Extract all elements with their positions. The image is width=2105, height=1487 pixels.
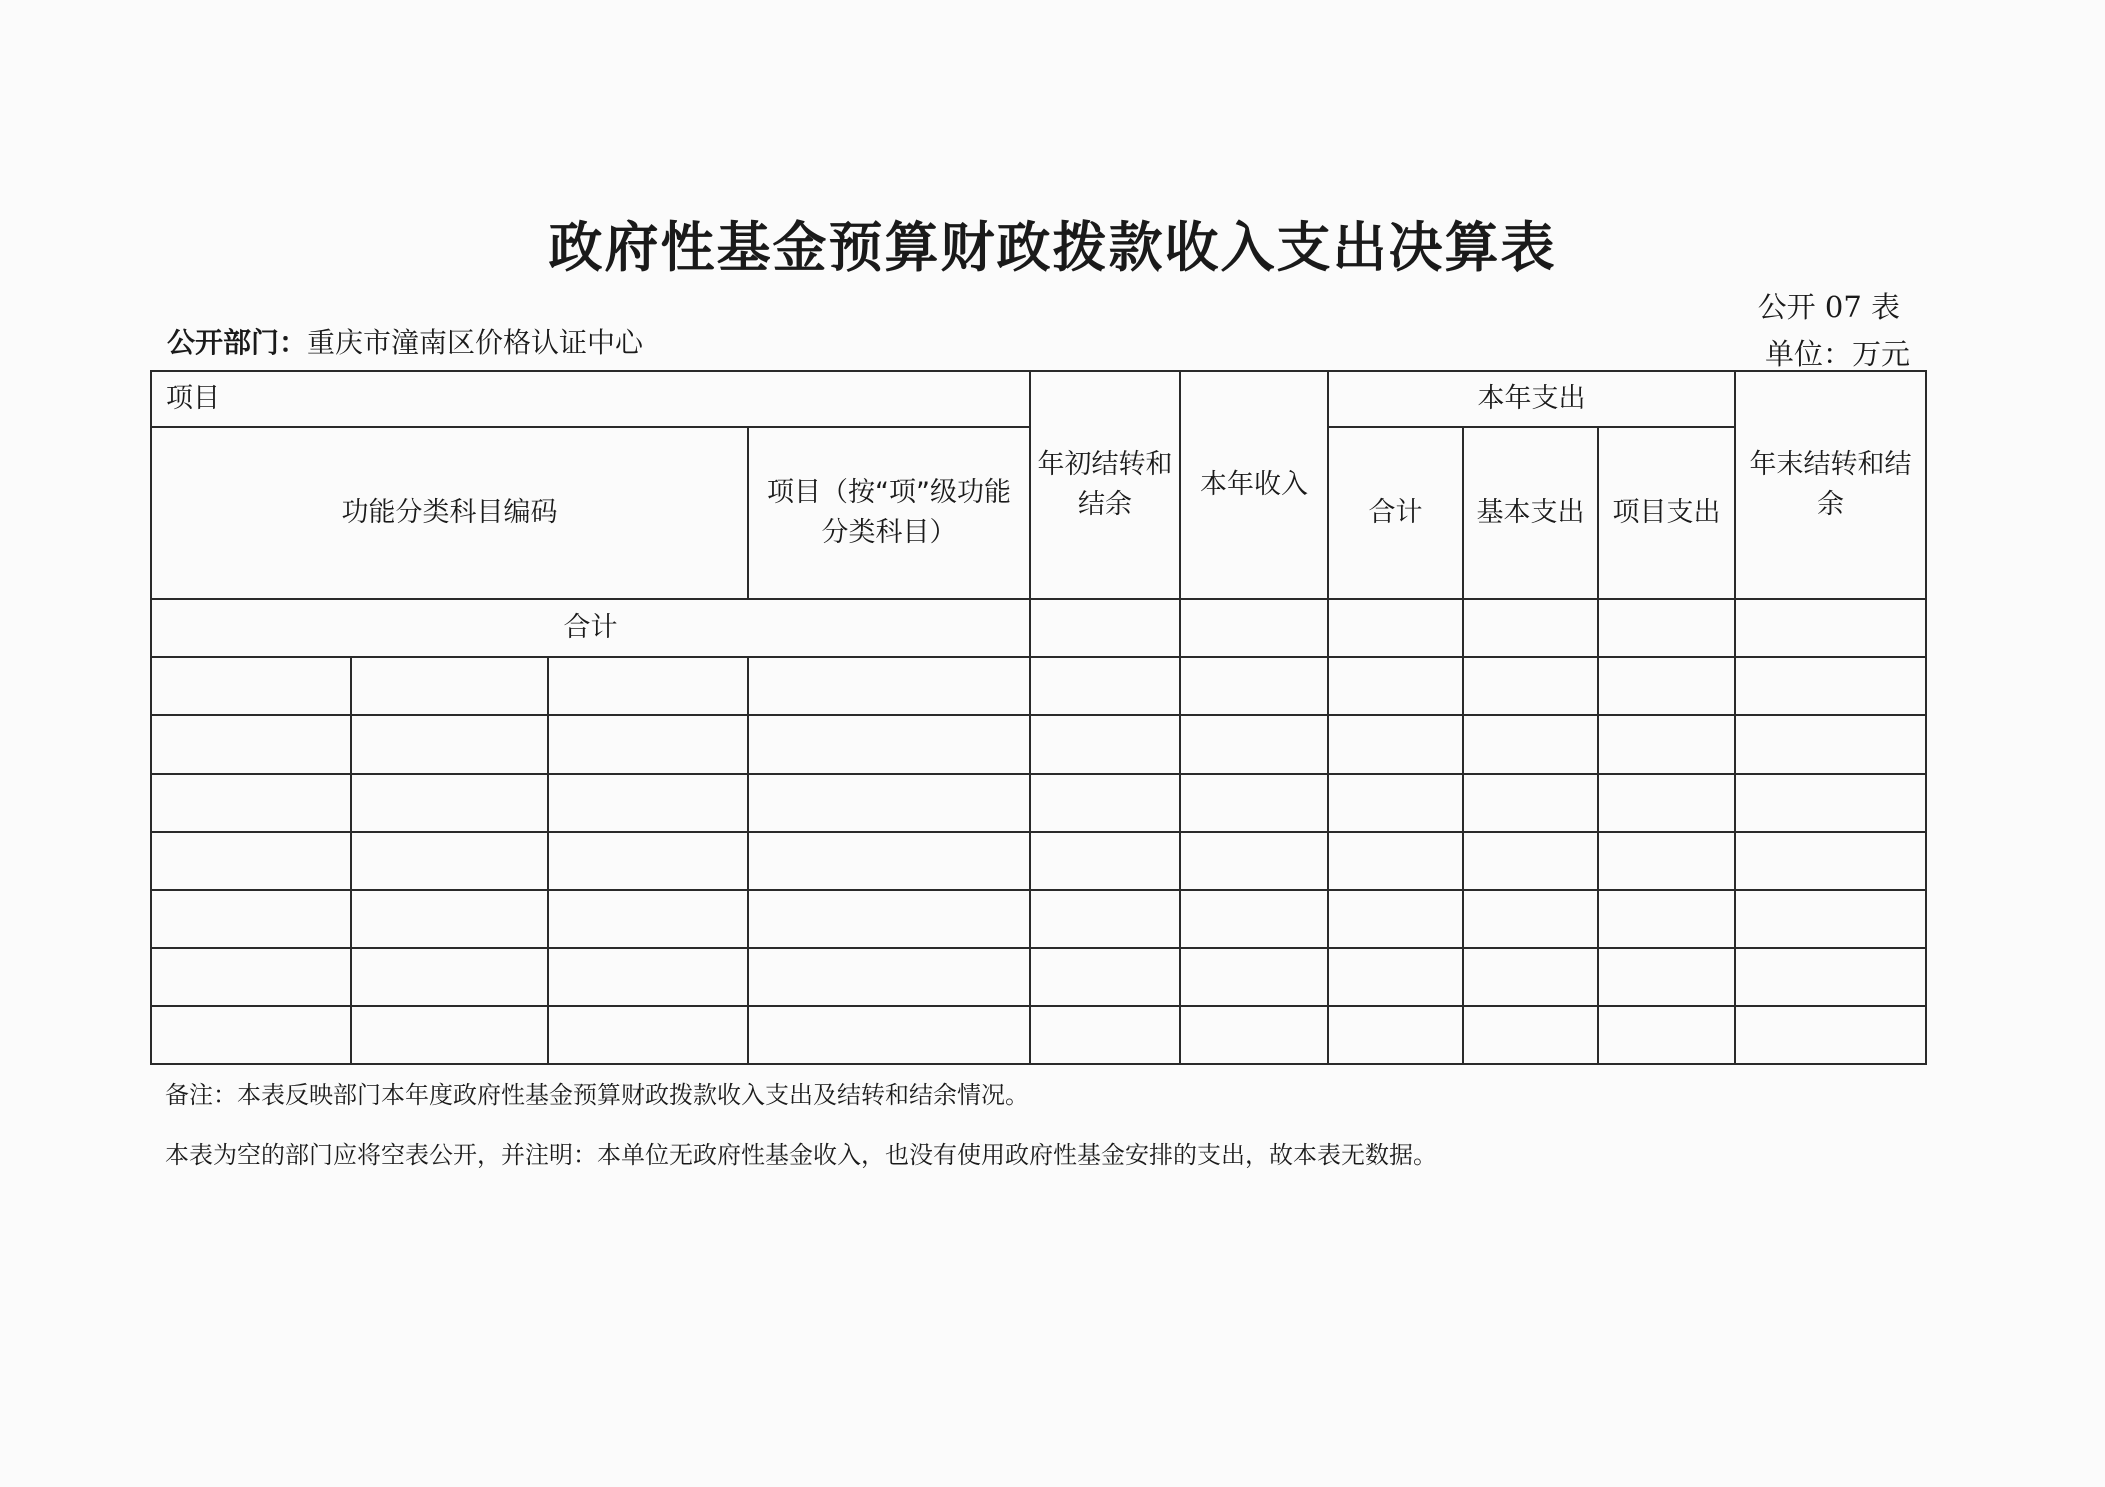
table-cell <box>1598 774 1735 832</box>
table-cell <box>1735 948 1926 1006</box>
department-label: 公开部门： <box>167 326 308 359</box>
unit-label: 单位：万元 <box>1764 337 1910 371</box>
page-title: 政府性基金预算财政拨款收入支出决算表 <box>548 215 1557 279</box>
table-cell <box>1180 715 1328 773</box>
income-header: 本年收入 <box>1180 371 1328 599</box>
expense-total-header: 合计 <box>1328 427 1463 599</box>
table-row <box>151 657 1926 715</box>
table-cell <box>748 832 1030 890</box>
table-cell <box>351 890 548 948</box>
table-cell <box>1463 715 1598 773</box>
table-cell <box>1328 1006 1463 1064</box>
table-cell <box>351 715 548 773</box>
table-cell <box>1328 599 1463 657</box>
table-cell <box>1598 890 1735 948</box>
table-row <box>151 774 1926 832</box>
table-cell <box>1030 774 1180 832</box>
table-cell <box>351 832 548 890</box>
table-cell <box>748 1006 1030 1064</box>
table-cell <box>1735 715 1926 773</box>
table-cell <box>1463 948 1598 1006</box>
department-value: 重庆市潼南区价格认证中心 <box>307 326 644 359</box>
table-cell <box>1030 715 1180 773</box>
table-row <box>151 890 1926 948</box>
table-cell <box>1180 657 1328 715</box>
table-cell <box>151 890 351 948</box>
begin-balance-header: 年初结转和结余 <box>1030 371 1180 599</box>
table-cell <box>351 948 548 1006</box>
table-cell <box>1598 715 1735 773</box>
table-cell <box>1735 599 1926 657</box>
note-empty-statement: 本表为空的部门应将空表公开，并注明：本单位无政府性基金收入，也没有使用政府性基金安排的支出，故本表无数据。 <box>165 1141 1437 1169</box>
item-name-header: 项目（按“项”级功能分类科目） <box>748 427 1030 599</box>
table-cell <box>548 1006 748 1064</box>
table-cell <box>1030 1006 1180 1064</box>
table-row <box>151 832 1926 890</box>
table-cell <box>151 715 351 773</box>
table-cell <box>1180 774 1328 832</box>
table-cell <box>1180 890 1328 948</box>
table-cell <box>1598 832 1735 890</box>
table-cell <box>1598 599 1735 657</box>
table-cell <box>1735 657 1926 715</box>
table-cell <box>1180 948 1328 1006</box>
table-cell <box>1030 599 1180 657</box>
end-balance-header: 年末结转和结余 <box>1735 371 1926 599</box>
table-cell <box>1180 832 1328 890</box>
table-row <box>151 1006 1926 1064</box>
table-cell <box>1598 948 1735 1006</box>
table-row <box>151 948 1926 1006</box>
table-cell <box>548 890 748 948</box>
total-row-label: 合计 <box>151 599 1030 657</box>
table-cell <box>1030 948 1180 1006</box>
table-cell <box>548 832 748 890</box>
table-cell <box>1328 657 1463 715</box>
table-cell <box>548 948 748 1006</box>
table-cell <box>1463 1006 1598 1064</box>
table-cell <box>1463 774 1598 832</box>
table-cell <box>351 774 548 832</box>
table-cell <box>1463 890 1598 948</box>
budget-table <box>150 370 1927 1065</box>
table-cell <box>748 890 1030 948</box>
table-cell <box>1328 715 1463 773</box>
table-cell <box>1463 832 1598 890</box>
table-cell <box>1463 599 1598 657</box>
form-number: 公开 07 表 <box>1757 290 1900 324</box>
table-cell <box>151 948 351 1006</box>
table-cell <box>1598 1006 1735 1064</box>
table-cell <box>151 774 351 832</box>
func-code-header: 功能分类科目编码 <box>151 427 748 599</box>
table-cell <box>1598 657 1735 715</box>
table-cell <box>151 832 351 890</box>
table-cell <box>748 715 1030 773</box>
table-cell <box>1328 832 1463 890</box>
table-cell <box>1030 657 1180 715</box>
table-row <box>151 715 1926 773</box>
expense-basic-header: 基本支出 <box>1463 427 1598 599</box>
table-cell <box>1180 599 1328 657</box>
table-cell <box>748 774 1030 832</box>
total-row <box>151 599 1926 657</box>
table-cell <box>548 715 748 773</box>
table-cell <box>1735 890 1926 948</box>
table-cell <box>151 1006 351 1064</box>
table-cell <box>1735 774 1926 832</box>
table-cell <box>1463 657 1598 715</box>
department <box>167 321 643 361</box>
note-remark: 备注：本表反映部门本年度政府性基金预算财政拨款收入支出及结转和结余情况。 <box>165 1081 1029 1109</box>
table-cell <box>1328 890 1463 948</box>
table-cell <box>1735 832 1926 890</box>
expense-group-header: 本年支出 <box>1328 371 1735 427</box>
project-header: 项目 <box>151 371 1030 427</box>
table-cell <box>548 657 748 715</box>
table-cell <box>151 657 351 715</box>
table-cell <box>1328 948 1463 1006</box>
table-cell <box>351 657 548 715</box>
table-cell <box>748 948 1030 1006</box>
table-cell <box>1180 1006 1328 1064</box>
table-cell <box>748 657 1030 715</box>
table-cell <box>1030 832 1180 890</box>
table-cell <box>351 1006 548 1064</box>
table-cell <box>1328 774 1463 832</box>
table-cell <box>1030 890 1180 948</box>
table-cell <box>548 774 748 832</box>
expense-project-header: 项目支出 <box>1598 427 1735 599</box>
table-cell <box>1735 1006 1926 1064</box>
